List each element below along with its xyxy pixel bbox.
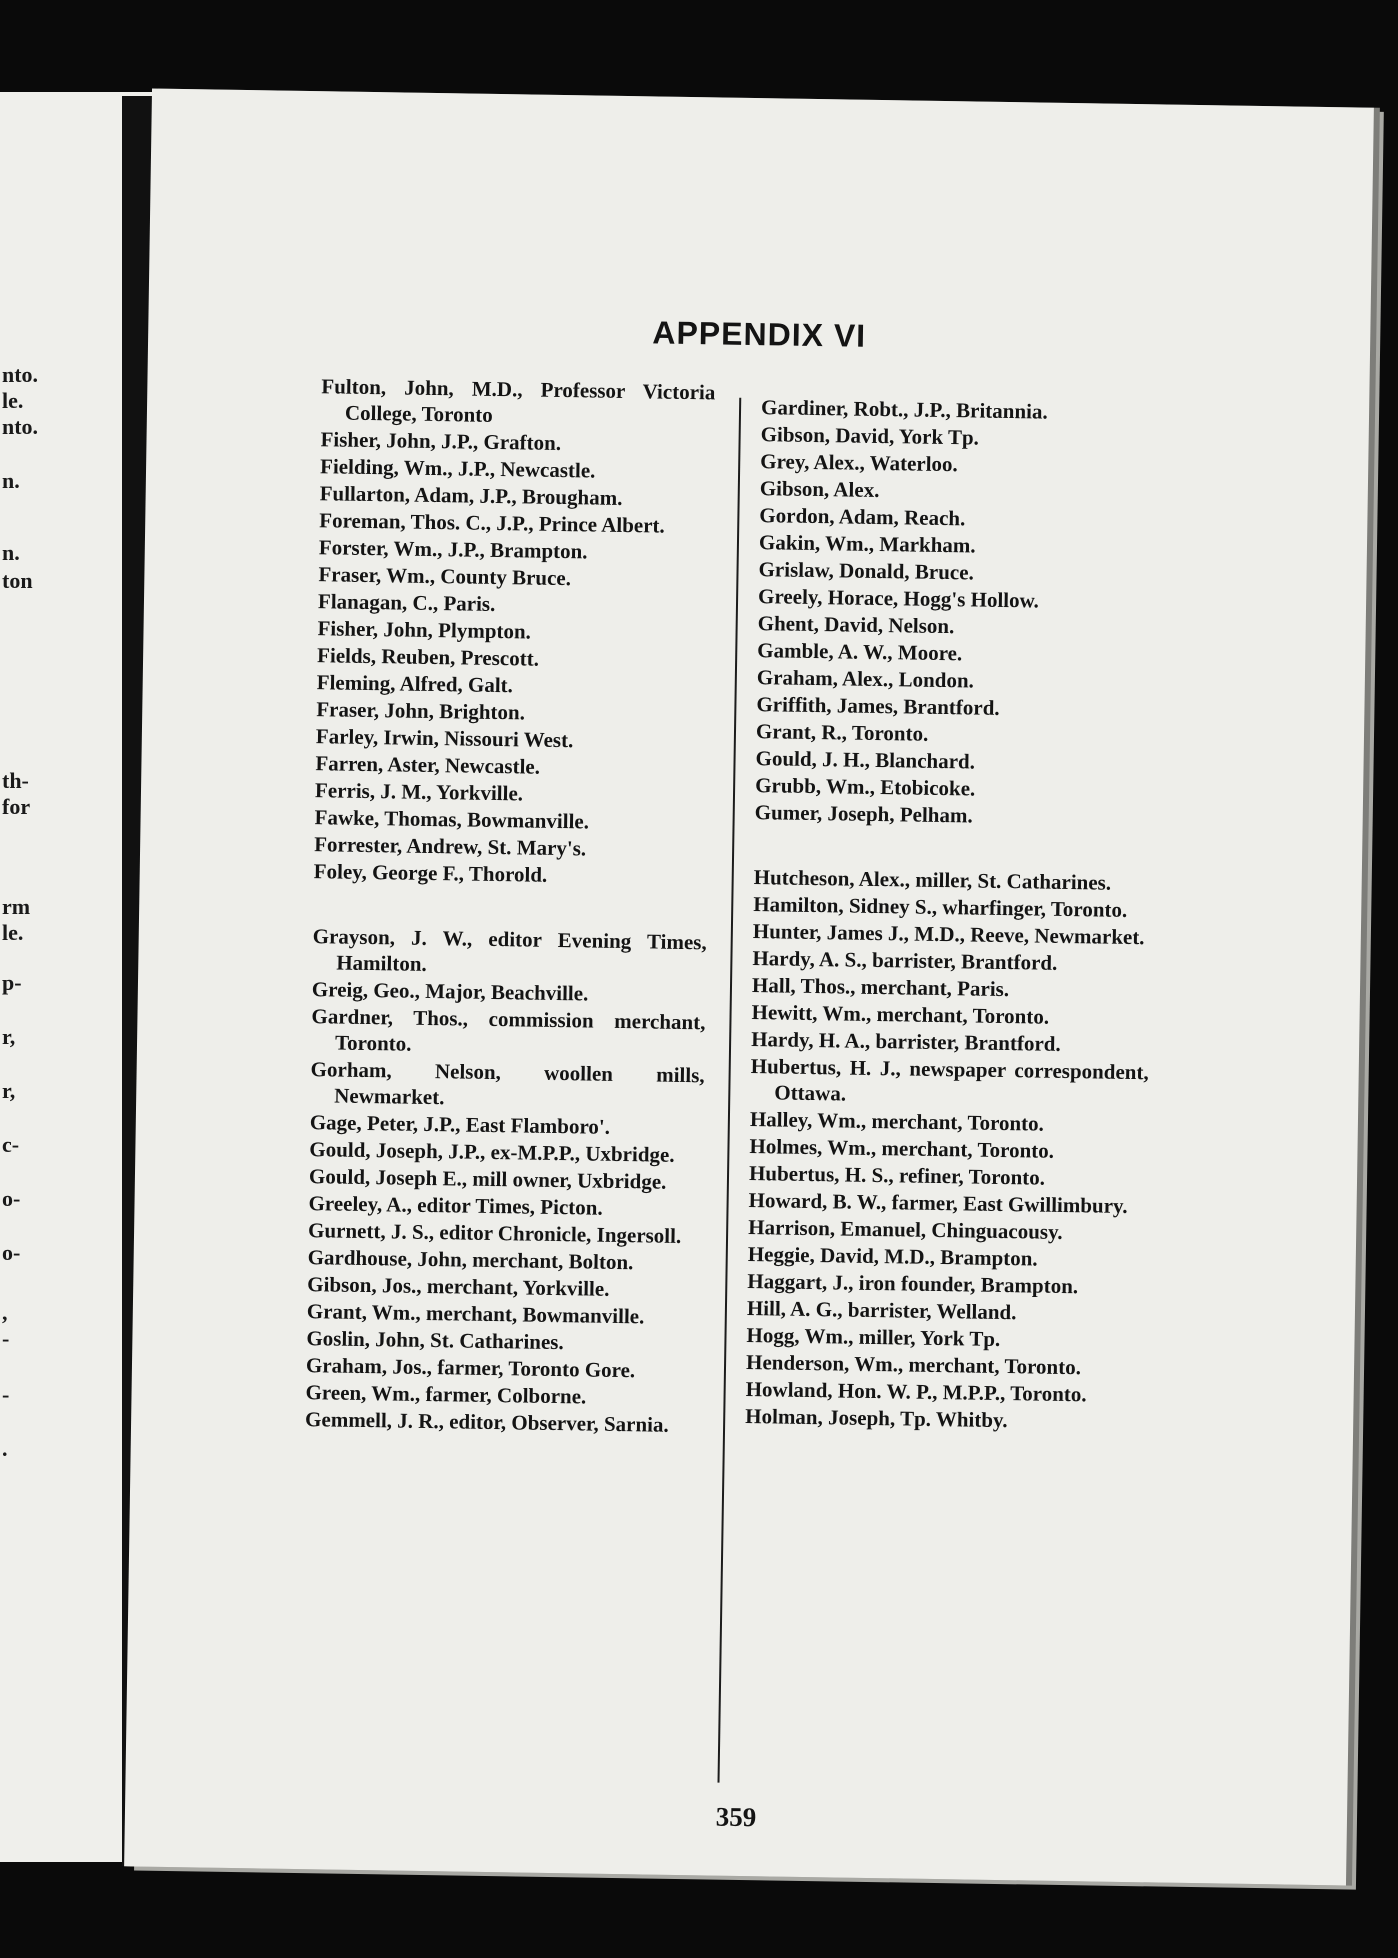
directory-entry: Henderson, Wm., merchant, Toronto. [745, 1350, 1082, 1380]
g-surname-list [305, 923, 707, 1438]
text-fragment: - [2, 1382, 10, 1407]
directory-entry: Gould, Joseph E., mill owner, Uxbridge. [308, 1164, 667, 1194]
directory-entry: Hunter, James J., M.D., Reeve, Newmarket. [752, 919, 1145, 950]
directory-entry: Hogg, Wm., miller, York Tp. [746, 1323, 1001, 1351]
directory-entry: Foreman, Thos. C., J.P., Prince Albert. [319, 508, 665, 538]
text-fragment: th- [2, 768, 29, 793]
directory-entry: Gardhouse, John, merchant, Bolton. [307, 1245, 634, 1275]
directory-entry: Gibson, Jos., merchant, Yorkville. [307, 1272, 610, 1301]
directory-entry: Haggart, J., iron founder, Brampton. [747, 1269, 1079, 1299]
directory-entry: Fleming, Alfred, Galt. [316, 670, 514, 698]
column-divider [717, 398, 741, 1783]
text-fragment: r, [2, 1024, 16, 1049]
directory-entry: Heggie, David, M.D., Brampton. [747, 1242, 1038, 1271]
directory-entry: Gage, Peter, J.P., East Flamboro'. [309, 1110, 611, 1139]
book-page [124, 89, 1374, 1886]
directory-entry: Gumer, Joseph, Pelham. [754, 800, 973, 828]
directory-entry: Fraser, Wm., County Bruce. [318, 562, 572, 591]
directory-entry: Fawke, Thomas, Bowmanville. [314, 805, 590, 834]
directory-entry: Ghent, David, Nelson. [757, 611, 955, 639]
directory-entry: Gakin, Wm., Markham. [758, 530, 976, 558]
text-fragment: r, [2, 1078, 16, 1103]
directory-entry: Halley, Wm., merchant, Toronto. [749, 1107, 1045, 1136]
f-surname-list [314, 373, 716, 890]
directory-entry: Gardiner, Robt., J.P., Britannia. [760, 395, 1048, 424]
directory-entry: Hutcheson, Alex., miller, St. Catharines. [753, 865, 1112, 895]
directory-entry: Howland, Hon. W. P., M.P.P., Toronto. [745, 1376, 1087, 1407]
directory-entry: Hubertus, H. S., refiner, Toronto. [748, 1161, 1046, 1190]
directory-entry: Greeley, A., editor Times, Picton. [308, 1191, 603, 1220]
text-fragment: n. [2, 468, 20, 493]
text-fragment: . [2, 1436, 8, 1461]
directory-entry: Fields, Reuben, Prescott. [316, 643, 540, 671]
text-fragment: le. [2, 920, 24, 945]
text-fragment: le. [2, 388, 24, 413]
directory-entry: Graham, Jos., farmer, Toronto Gore. [305, 1353, 636, 1383]
directory-entry: Gardner, Thos., commission merchant, Toronto. [311, 1004, 706, 1056]
text-fragment: n. [2, 540, 20, 565]
directory-entry: Fulton, John, M.D., Professor Victoria College, Toronto [321, 374, 716, 427]
directory-entry: Gamble, A. W., Moore. [757, 638, 963, 666]
text-fragment: - [2, 1326, 10, 1351]
directory-entry: Fielding, Wm., J.P., Newcastle. [319, 454, 596, 483]
right-column [745, 394, 1159, 1436]
section-gap [754, 826, 1153, 870]
directory-entry: Gould, J. H., Blanchard. [755, 746, 976, 774]
directory-entry: Gorham, Nelson, woollen mills, Newmarket. [310, 1057, 705, 1110]
directory-entry: Farley, Irwin, Nissouri West. [315, 724, 574, 753]
directory-entry: Grubb, Wm., Etobicoke. [754, 773, 976, 801]
directory-entry: Gibson, David, York Tp. [760, 422, 980, 450]
directory-entry: Farren, Aster, Newcastle. [315, 751, 541, 779]
directory-entry: Gemmell, J. R., editor, Observer, Sarnia. [304, 1407, 669, 1437]
directory-entry: Fullarton, Adam, J.P., Brougham. [319, 481, 623, 510]
directory-entry: Ferris, J. M., Yorkville. [314, 778, 524, 806]
text-fragment: rm [2, 894, 31, 919]
directory-entry: Gibson, Alex. [759, 476, 880, 502]
text-fragment: c- [2, 1132, 20, 1157]
text-fragment: nto. [2, 414, 39, 439]
directory-entry: Fisher, John, Plympton. [317, 616, 532, 644]
text-fragment: o- [2, 1240, 21, 1265]
directory-entry: Gurnett, J. S., editor Chronicle, Ingersoll. [307, 1218, 682, 1248]
directory-entry: Holmes, Wm., merchant, Toronto. [749, 1134, 1055, 1163]
text-fragment: nto. [2, 362, 39, 387]
directory-entry: Hardy, A. S., barrister, Brantford. [752, 946, 1058, 975]
directory-entry: Holman, Joseph, Tp. Whitby. [745, 1403, 1008, 1433]
directory-entry: Greely, Horace, Hogg's Hollow. [757, 584, 1040, 613]
directory-entry: Grayson, J. W., editor Evening Times, Hamilton. [312, 924, 707, 976]
text-fragment: p- [2, 970, 22, 995]
directory-entry: Hewitt, Wm., merchant, Toronto. [751, 1000, 1050, 1029]
page-number: 359 [715, 1801, 757, 1833]
directory-entry: Gordon, Adam, Reach. [759, 503, 966, 531]
directory-entry: Greig, Geo., Major, Beachville. [311, 977, 589, 1006]
directory-entry: Griffith, James, Brantford. [756, 692, 1000, 720]
section-gap [313, 885, 708, 929]
text-fragment: ton [2, 568, 33, 593]
directory-entry: Graham, Alex., London. [756, 665, 975, 693]
directory-entry: Howard, B. W., farmer, East Gwillimbury. [748, 1188, 1128, 1218]
g-surname-list-continued [755, 394, 1160, 831]
directory-entry: Harrison, Emanuel, Chinguacousy. [748, 1215, 1063, 1244]
text-fragment: for [2, 794, 31, 819]
directory-entry: Grant, R., Toronto. [755, 719, 929, 746]
directory-entry: Hubertus, H. J., newspaper correspondent, Ottawa. [750, 1054, 1149, 1106]
directory-entry: Grislaw, Donald, Bruce. [758, 557, 974, 585]
directory-entry: Forster, Wm., J.P., Brampton. [318, 535, 588, 564]
directory-entry: Fraser, John, Brighton. [316, 697, 526, 725]
page-title: APPENDIX VI [652, 314, 867, 354]
directory-entry: Foley, George F., Thorold. [313, 859, 548, 887]
text-fragment: , [2, 1300, 8, 1325]
directory-entry: Grant, Wm., merchant, Bowmanville. [306, 1299, 645, 1329]
directory-entry: Hill, A. G., barrister, Welland. [746, 1296, 1017, 1325]
directory-entry: Fisher, John, J.P., Grafton. [320, 427, 562, 455]
directory-entry: Flanagan, C., Paris. [317, 589, 496, 616]
left-column [305, 373, 716, 1439]
directory-entry: Hardy, H. A., barrister, Brantford. [750, 1027, 1061, 1056]
text-fragment: o- [2, 1186, 21, 1211]
directory-entry: Hamilton, Sidney S., wharfinger, Toronto. [753, 892, 1128, 922]
directory-entry: Hall, Thos., merchant, Paris. [751, 973, 1010, 1002]
directory-entry: Green, Wm., farmer, Colborne. [305, 1380, 587, 1409]
directory-entry: Goslin, John, St. Catharines. [306, 1326, 564, 1355]
h-surname-list [745, 864, 1152, 1435]
directory-entry: Forrester, Andrew, St. Mary's. [314, 832, 587, 861]
directory-entry: Gould, Joseph, J.P., ex-M.P.P., Uxbridge. [309, 1137, 675, 1167]
directory-entry: Grey, Alex., Waterloo. [760, 449, 958, 477]
